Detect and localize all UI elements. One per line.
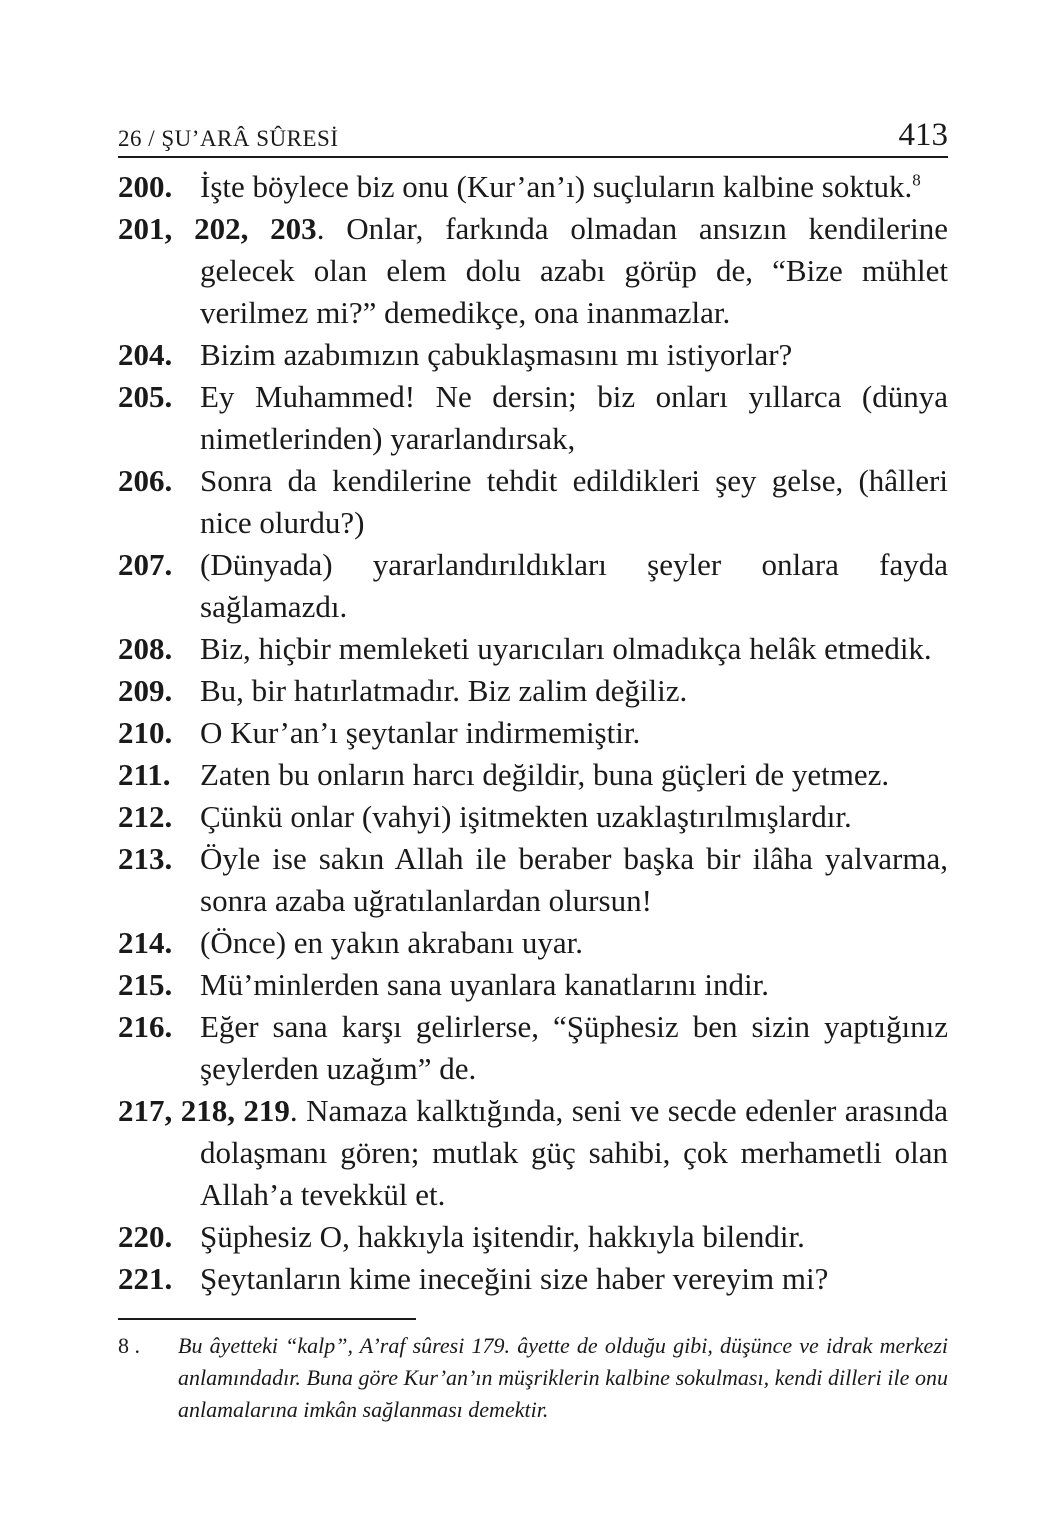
verse-text: (Önce) en yakın akrabanı uyar. [200, 925, 584, 960]
verse-number: 221 [118, 1261, 165, 1296]
verse-221: 221. Şeytanların kime ineceğini size haber vereyim mi? [118, 1261, 829, 1296]
verse-text: Onlar, farkında olmadan ansızın kendilerine gelecek olan elem dolu azabı görüp de, “Bize mühlet verilmez mi?” demedikçe, ona inanmazlar. [200, 211, 948, 330]
verse-201-203: 201, 202, 203. Onlar, farkında olmadan ansızın kendilerine gelecek olan elem dolu azabı görüp de, “Bize mühlet verilmez mi?” demedikçe, ona inanmazlar. [118, 211, 948, 330]
verse-220: 220. Şüphesiz O, hakkıyla işitendir, hakkıyla bilendir. [118, 1219, 805, 1254]
verse-216: 216. Eğer sana karşı gelirlerse, “Şüphesiz ben sizin yaptığınız şeylerden uzağım” de. [118, 1009, 948, 1086]
verse-213: 213. Öyle ise sakın Allah ile beraber başka bir ilâha yalvarma, sonra azaba uğratılanlardan olursun! [118, 841, 948, 918]
verse-number: 212 [118, 799, 165, 834]
verse-210: 210. O Kur’an’ı şeytanlar indirmemiştir. [118, 715, 641, 750]
verse-text: Biz, hiçbir memleketi uyarıcıları olmadıkça helâk etmedik. [200, 631, 932, 666]
verse-number: 204 [118, 337, 165, 372]
verse-207: 207. (Dünyada) yararlandırıldıkları şeyler onlara fayda sağlamazdı. [118, 547, 948, 624]
verse-text: Şeytanların kime ineceğini size haber vereyim mi? [200, 1261, 829, 1296]
verse-204: 204. Bizim azabımızın çabuklaşmasını mı istiyorlar? [118, 337, 793, 372]
verse-212: 212. Çünkü onlar (vahyi) işitmekten uzaklaştırılmışlardır. [118, 799, 852, 834]
verse-number: 213 [118, 841, 165, 876]
verse-text: Öyle ise sakın Allah ile beraber başka bir ilâha yalvarma, sonra azaba uğratılanlardan olursun! [200, 841, 948, 918]
verse-text: Sonra da kendilerine tehdit edildikleri şey gelse, (hâlleri nice olurdu?) [200, 463, 948, 540]
verse-200: 200. İşte böylece biz onu (Kur’an’ı) suçluların kalbine soktuk.$^8$ [118, 169, 921, 204]
verse-text: O Kur’an’ı şeytanlar indirmemiştir. [200, 715, 641, 750]
verse-text: Şüphesiz O, hakkıyla işitendir, hakkıyla bilendir. [200, 1219, 805, 1254]
verse-text: Mü’minlerden sana uyanlara kanatlarını indir. [200, 967, 770, 1002]
verse-number: 215 [118, 967, 165, 1002]
verse-number: 216 [118, 1009, 165, 1044]
footnote-ref: 8 [912, 170, 921, 190]
footnote-text: Bu âyetteki “kalp”, A’raf sûresi 179. âyette de olduğu gibi, düşünce ve idrak merkezi anlamındadır. Buna göre Kur’an’ın müşriklerin kalbine sokulması, kendi dilleri ile onu anlamalarına imkân sağlanması demektir. [178, 1333, 948, 1422]
verse-214: 214. (Önce) en yakın akrabanı uyar. [118, 925, 584, 960]
verse-number: 205 [118, 379, 165, 414]
verse-217-219: 217, 218, 219. Namaza kalktığında, seni ve secde edenler arasında dolaşmanı gören; mutlak güç sahibi, çok merhametli olan Allah’a tevekkül et. [118, 1093, 949, 1212]
footnote-rule [118, 1318, 416, 1320]
verse-text: Ey Muhammed! Ne dersin; biz onları yıllarca (dünya nimetlerinden) yararlandırsak, [200, 379, 948, 456]
verse-text: Zaten bu onların harcı değildir, buna güçleri de yetmez. [200, 757, 890, 792]
verse-number: 200 [118, 169, 165, 204]
verse-number: 217, 218, 219 [118, 1093, 290, 1128]
verse-number: 209 [118, 673, 165, 708]
footnote [118, 1330, 948, 1426]
page-number: 413 [898, 117, 948, 153]
verse-206: 206. Sonra da kendilerine tehdit edildikleri şey gelse, (hâlleri nice olurdu?) [118, 463, 948, 540]
verse-215: 215. Mü’minlerden sana uyanlara kanatlarını indir. [118, 967, 770, 1002]
verse-text: Çünkü onlar (vahyi) işitmekten uzaklaştırılmışlardır. [200, 799, 852, 834]
verse-number: 207 [118, 547, 165, 582]
verse-text: (Dünyada) yararlandırıldıkları şeyler onlara fayda sağlamazdı. [200, 547, 948, 624]
running-title: 26 / ŞU’ARÂ SÛRESİ [118, 126, 339, 151]
verse-number: 206 [118, 463, 165, 498]
verse-211: 211. Zaten bu onların harcı değildir, buna güçleri de yetmez. [118, 757, 890, 792]
verse-number: 210 [118, 715, 165, 750]
verse-208: 208. Biz, hiçbir memleketi uyarıcıları olmadıkça helâk etmedik. [118, 631, 932, 666]
verse-text: İşte böylece biz onu (Kur’an’ı) suçluların kalbine soktuk. [200, 169, 913, 204]
verse-number: 220 [118, 1219, 165, 1254]
footnote-mark: 8 . [118, 1333, 140, 1358]
verse-number: 214 [118, 925, 165, 960]
verse-text: Bu, bir hatırlatmadır. Biz zalim değiliz. [200, 673, 688, 708]
verse-number: 208 [118, 631, 165, 666]
verse-209: 209. Bu, bir hatırlatmadır. Biz zalim değiliz. [118, 673, 688, 708]
verse-text: Eğer sana karşı gelirlerse, “Şüphesiz ben sizin yaptığınız şeylerden uzağım” de. [200, 1009, 948, 1086]
page-header [118, 108, 948, 158]
verse-205: 205. Ey Muhammed! Ne dersin; biz onları yıllarca (dünya nimetlerinden) yararlandırsak, [118, 379, 948, 456]
verse-text: Bizim azabımızın çabuklaşmasını mı istiyorlar? [200, 337, 793, 372]
verse-number: 211 [118, 757, 163, 792]
verse-number: 201, 202, 203 [118, 211, 317, 246]
verse-list [118, 166, 948, 1300]
verse-text: Namaza kalktığında, seni ve secde edenler arasında dolaşmanı gören; mutlak güç sahibi, çok merhametli olan Allah’a tevekkül et. [200, 1093, 949, 1212]
